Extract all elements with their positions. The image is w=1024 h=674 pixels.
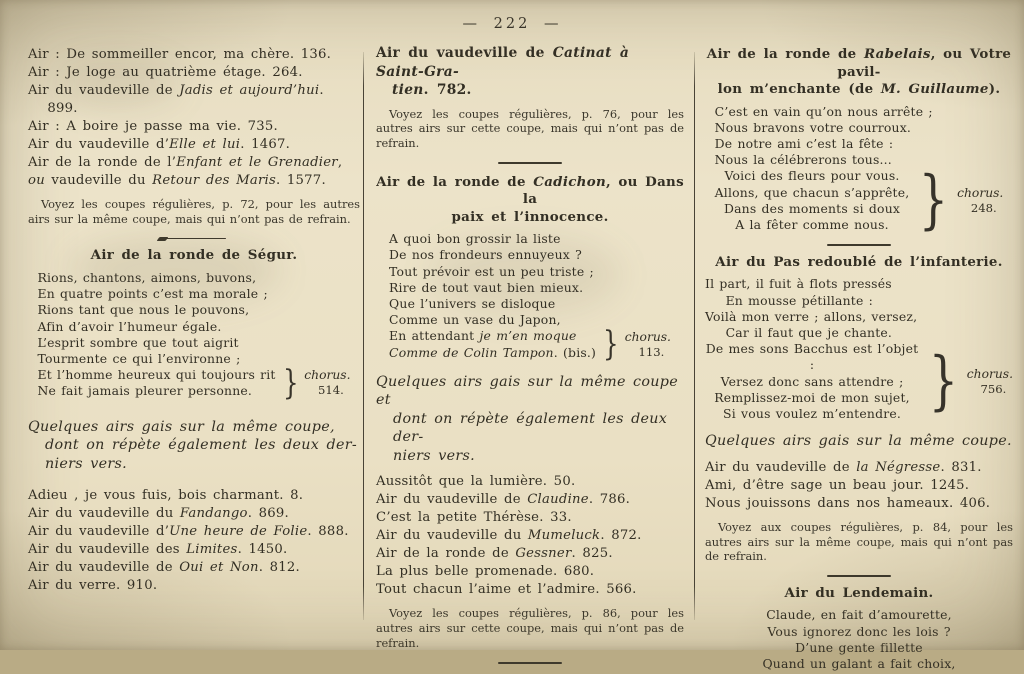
verse-line: D’une gente fillette (795, 639, 923, 655)
chorus-label (304, 368, 350, 398)
air-entry-line: Air du vaudeville des Limites. 1450. (28, 542, 288, 558)
verse (376, 231, 684, 364)
chorus-number: 514. (317, 383, 344, 398)
air-entry (28, 82, 360, 118)
air-entry (376, 527, 684, 545)
chorus-brace-icon: } (919, 163, 949, 238)
air-entry-list (28, 487, 360, 595)
air-entry (376, 491, 684, 509)
heading-line: Quelques airs gais sur la même coupe, (28, 418, 335, 435)
verse-line: En quatre points c’est ma morale ; (37, 286, 268, 302)
air-entry (28, 523, 360, 541)
air-entry-line: 899. (28, 101, 78, 116)
air-entry-list (376, 473, 684, 599)
verse-body (762, 607, 955, 672)
air-entry-line: Adieu , je vous fuis, bois charmant. 8. (28, 488, 304, 504)
section-divider (705, 244, 1013, 246)
air-entry (28, 577, 360, 595)
footnote: Voyez aux coupes régulières, p. 84, pour les autres airs sur la même coupe, mais qui n’ont pas de refrain. (705, 519, 1013, 564)
heading-line: Air de la ronde de Cadichon, ou Dans la (376, 173, 684, 208)
verse-line: Si vous voulez m’entendre. (723, 406, 901, 422)
air-entry (705, 495, 1013, 513)
heading-line: tien. 782. (392, 82, 472, 98)
verse-line: Car il faut que je chante. (705, 325, 893, 341)
heading-line: niers vers. (393, 447, 476, 464)
air-entry (376, 473, 684, 491)
verse-body (37, 269, 351, 403)
verse-line: Remplissez-moi de mon sujet, (714, 389, 910, 405)
page-number: — 222 — (462, 16, 562, 32)
air-entry-line: Air du vaudeville de Jadis et aujourd’hui. (28, 83, 324, 98)
chorus-brace-icon: } (603, 323, 619, 364)
air-entry (376, 545, 684, 563)
section-divider (28, 238, 360, 240)
chorus-group (705, 341, 1013, 422)
chorus-group (37, 362, 351, 403)
air-entry (28, 487, 360, 505)
air-entry-line: Ami, d’être sage un beau jour. 1245. (705, 477, 970, 493)
chorus-group (389, 323, 671, 364)
heading-line: paix et l’innocence. (451, 208, 609, 225)
column-1 (28, 44, 360, 597)
air-entry-line: Tout chacun l’aime et l’admire. 566. (376, 582, 637, 598)
heading-line: niers vers. (45, 455, 128, 472)
chorus-lines (37, 367, 275, 399)
column-3 (705, 44, 1013, 674)
verse-line: A la fêter comme nous. (735, 216, 889, 232)
air-entry (376, 563, 684, 581)
air-heading (705, 254, 1013, 272)
chorus-group (714, 163, 1004, 238)
air-entry-line: Aussitôt que la lumière. 50. (376, 474, 576, 490)
verse-line: Tourmente ce qui l’environne ; (37, 350, 241, 366)
air-entry-line: Air : Je loge au quatrième étage. 264. (28, 65, 303, 80)
verse-line: Rire de tout vaut bien mieux. (389, 279, 584, 295)
air-entry (28, 154, 360, 190)
air-entry-line: ou vaudeville du Retour des Maris. 1577. (28, 173, 326, 188)
verse-line: Nous bravons votre courroux. (714, 119, 912, 135)
footnote: Voyez les coupes régulières, p. 72, pour les autres airs sur la même coupe, mais qui n’ont pas de refrain. (28, 197, 360, 226)
chorus-brace-icon: } (928, 344, 959, 419)
verse-line: Voici des fleurs pour vous. (724, 168, 900, 184)
heading-line: Air du vaudeville de Catinat à Saint-Gra- (376, 45, 630, 80)
air-entry (705, 459, 1013, 477)
verse-line: En attendant je m’en moque (389, 328, 577, 344)
air-entry (28, 541, 360, 559)
verse-body (714, 103, 1004, 238)
divider-rule (162, 238, 226, 240)
air-entry-line: Air du vaudeville d’Une heure de Folie. 888. (28, 524, 349, 540)
verse-line: Voilà mon verre ; allons, versez, (705, 308, 918, 324)
verse-line: Quand un galant a fait choix, (762, 656, 956, 672)
chorus-label (957, 186, 1003, 216)
chorus-word: chorus. (304, 368, 351, 383)
air-entry (376, 509, 684, 527)
air-entry (705, 477, 1013, 495)
air-entry-list (705, 459, 1013, 513)
verse (28, 269, 360, 403)
chorus-label (967, 367, 1013, 397)
heading-line: dont on répète également les deux der- (45, 437, 357, 454)
verse-line: C’est en vain qu’on nous arrête ; (714, 103, 933, 119)
chorus-number: 756. (980, 381, 1007, 396)
verse-line: Comme un vase du Japon, (389, 312, 561, 328)
verse-line: Dans des moments si doux (723, 200, 901, 216)
verse-line: Nous la célébrerons tous... (714, 152, 892, 168)
divider-rule (498, 162, 562, 164)
verse-body (389, 231, 671, 364)
air-entry-line: Air du vaudeville du Fandango. 869. (28, 506, 289, 522)
air-entry-line: Air : De sommeiller encor, ma chère. 136. (28, 47, 332, 62)
heading-line: Quelques airs gais sur la même coupe. (705, 433, 1012, 450)
verse-line: Que l’univers se disloque (389, 296, 556, 311)
air-entry (28, 136, 360, 154)
column-2 (376, 44, 684, 671)
verse (705, 607, 1013, 672)
chorus-word: chorus. (966, 366, 1013, 381)
verse-body (705, 276, 1013, 422)
heading-line: Air du Pas redoublé de l’infanterie. (715, 253, 1003, 270)
footnote: Voyez les coupes régulières, p. 76, pour les autres airs sur cette coupe, mais qui n’ont pas de refrain. (376, 106, 684, 151)
air-heading (28, 247, 360, 265)
heading-line: Air de la ronde de Rabelais, ou Votre pavil- (706, 46, 1012, 80)
heading-line: dont on répète également les deux der- (393, 410, 668, 446)
footnote: Voyez les coupes régulières, p. 86, pour les autres airs sur cette coupe, mais qui n’ont pas de refrain. (376, 606, 684, 650)
verse-line: En mousse pétillante : (705, 292, 874, 308)
verse-line: Allons, que chacun s’apprête, (714, 184, 910, 200)
heading-line: lon m’enchante (de M. Guillaume). (717, 81, 1001, 97)
air-heading (376, 174, 684, 227)
air-heading (705, 46, 1013, 99)
chorus-lines (715, 168, 910, 233)
air-entry-line: Nous jouissons dans nos hameaux. 406. (705, 495, 991, 511)
section-divider (376, 662, 684, 664)
subheading-italic (376, 373, 684, 466)
air-entry-line: Air du vaudeville de Oui et Non. 812. (28, 560, 300, 576)
chorus-brace-icon: } (282, 362, 299, 403)
chorus-lines (389, 328, 596, 360)
verse-line: Tout prévoir est un peu triste ; (389, 263, 594, 279)
air-entry-line: Air : A boire je passe ma vie. 735. (28, 119, 278, 134)
chorus-label (625, 330, 671, 360)
air-entry-line: Air du vaudeville de la Négresse. 831. (705, 459, 982, 475)
chorus-number: 113. (638, 344, 665, 359)
subheading-italic (28, 418, 360, 474)
air-entry-line: Air du vaudeville de Claudine. 786. (376, 492, 631, 508)
chorus-word: chorus. (957, 185, 1004, 200)
section-divider (376, 162, 684, 164)
column-divider-rule (363, 52, 364, 620)
verse-line: Comme de Colin Tampon. (bis.) (389, 344, 597, 360)
air-entry-line: Air du vaudeville d’Elle et lui. 1467. (28, 137, 291, 152)
verse-line: Rions tant que nous le pouvons, (37, 302, 250, 318)
divider-rule (827, 244, 891, 246)
air-entry-lead (376, 44, 684, 100)
section-divider (705, 575, 1013, 577)
air-entry (28, 118, 360, 136)
air-heading (705, 585, 1013, 603)
verse-line: Versez donc sans attendre ; (720, 373, 904, 389)
heading-line: Air de la ronde de Ségur. (90, 247, 298, 264)
air-entry-line: La plus belle promenade. 680. (376, 564, 595, 580)
heading-line: Air du Lendemain. (784, 584, 934, 601)
chorus-number: 248. (970, 200, 997, 215)
air-entry-list (28, 46, 360, 190)
divider-rule (827, 575, 891, 577)
air-entry-line: Air de la ronde de Gessner. 825. (376, 546, 613, 562)
air-entry-line: Air du vaudeville du Mumeluck. 872. (376, 528, 642, 544)
verse-line: De notre ami c’est la fête : (714, 135, 894, 151)
verse-line: Vous ignorez donc les lois ? (767, 623, 951, 639)
verse-line: A quoi bon grossir la liste (389, 231, 561, 247)
air-entry-line: C’est la petite Thérèse. 33. (376, 510, 572, 526)
verse-line: Claude, en fait d’amourette, (766, 607, 952, 623)
divider-rule (498, 662, 562, 664)
verse-line: Il part, il fuit à flots pressés (705, 276, 892, 292)
chorus-lines (705, 341, 924, 422)
heading-line: Quelques airs gais sur la même coupe et (376, 373, 678, 409)
verse-line: Afin d’avoir l’humeur égale. (37, 318, 222, 334)
air-entry (376, 581, 684, 599)
verse-line: De mes sons Bacchus est l’objet : (705, 341, 924, 373)
air-entry (28, 64, 360, 82)
verse-line: L’esprit sombre que tout aigrit (37, 334, 239, 350)
air-entry-line: Air du verre. 910. (28, 578, 158, 594)
column-divider-rule (694, 52, 695, 620)
verse (705, 103, 1013, 238)
subheading-italic (705, 432, 1013, 451)
air-entry-line: Air de la ronde de l’Enfant et le Grenadier, (28, 155, 343, 170)
verse-line: Et l’homme heureux qui toujours rit (37, 367, 276, 383)
verse (705, 276, 1013, 422)
verse-line: De nos frondeurs ennuyeux ? (389, 247, 582, 263)
air-entry (28, 46, 360, 64)
verse-line: Ne fait jamais pleurer personne. (37, 383, 253, 399)
air-entry (28, 505, 360, 523)
verse-line: Rions, chantons, aimons, buvons, (37, 269, 257, 285)
air-entry (28, 559, 360, 577)
chorus-word: chorus. (624, 329, 671, 344)
